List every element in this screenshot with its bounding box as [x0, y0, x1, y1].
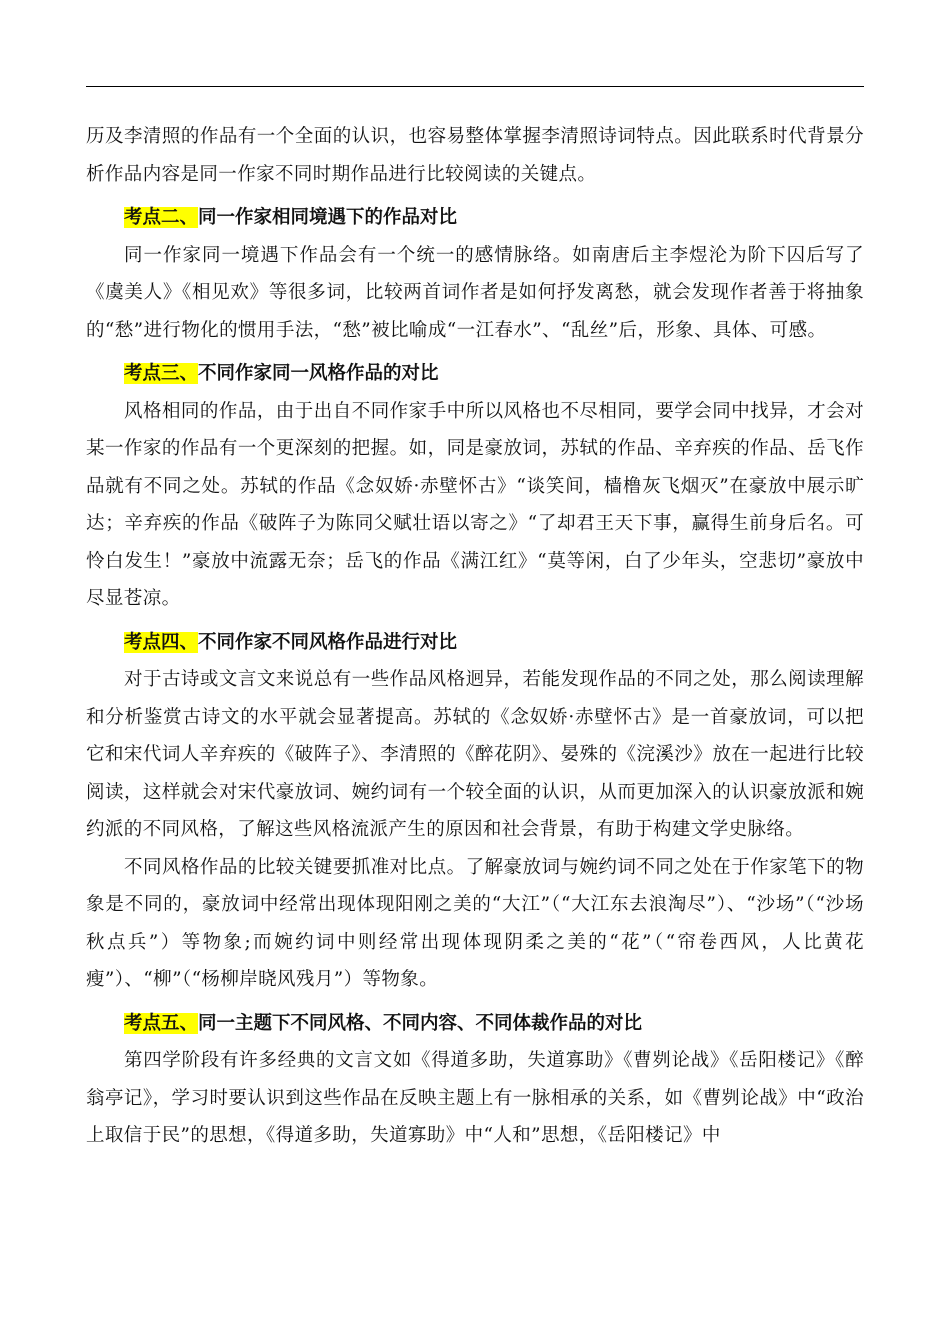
heading-label-highlight: 考点四、 — [124, 631, 199, 653]
header-rule — [86, 86, 864, 87]
heading-title: 同一作家相同境遇下的作品对比 — [198, 207, 458, 228]
paragraph: 同一作家同一境遇下作品会有一个统一的感情脉络。如南唐后主李煜沦为阶下囚后写了《虞美人》《相见欢》等很多词，比较两首词作者是如何抒发离愁，就会发现作者善于将抽象的“愁”进行物化的惯用手法，“愁”被比喻成“一江春水”、“乱丝”后，形象、具体、可感。 — [86, 244, 864, 341]
paragraph: 不同风格作品的比较关键要抓准对比点。了解豪放词与婉约词不同之处在于作家笔下的物象是不同的，豪放词中经常出现体现阳刚之美的“大江”（“大江东去浪淘尽”）、“沙场”（“沙场秋点兵”）等物象;而婉约词中则经常出现体现阴柔之美的“花”（“帘卷西风，人比黄花瘦”）、“柳”（“杨柳岸晓风残月”）等物象。 — [86, 856, 864, 990]
paragraph: 对于古诗或文言文来说总有一些作品风格迥异，若能发现作品的不同之处，那么阅读理解和分析鉴赏古诗文的水平就会显著提高。苏轼的《念奴娇·赤壁怀古》是一首豪放词，可以把它和宋代词人辛弃疾的《破阵子》、李清照的《醉花阴》、晏殊的《浣溪沙》放在一起进行比较阅读，这样就会对宋代豪放词、婉约词有一个较全面的认识，从而更加深入的认识豪放派和婉约派的不同风格，了解这些风格流派产生的原因和社会背景，有助于构建文学史脉络。 — [86, 669, 864, 840]
paragraph-continued: 历及李清照的作品有一个全面的认识，也容易整体掌握李清照诗词特点。因此联系时代背景分析作品内容是同一作家不同时期作品进行比较阅读的关键点。 — [86, 126, 864, 185]
paragraph: 第四学阶段有许多经典的文言文如《得道多助，失道寡助》《曹刿论战》《岳阳楼记》《醉翁亭记》，学习时要认识到这些作品在反映主题上有一脉相承的关系，如《曹刿论战》中“政治上取信于民”的思想，《得道多助，失道寡助》中“人和”思想，《岳阳楼记》中 — [86, 1050, 864, 1146]
paragraph: 风格相同的作品，由于出自不同作家手中所以风格也不尽相同，要学会同中找异，才会对某一作家的作品有一个更深刻的把握。如，同是豪放词，苏轼的作品、辛弃疾的作品、岳飞作品就有不同之处。苏轼的作品《念奴娇·赤壁怀古》“谈笑间，樯橹灰飞烟灭”在豪放中展示旷达；辛弃疾的作品《破阵子为陈同父赋壮语以寄之》“了却君王天下事，赢得生前身后名。可怜白发生！”豪放中流露无奈；岳飞的作品《满江红》“莫等闲，白了少年头，空悲切”豪放中尽显苍凉。 — [86, 400, 864, 609]
heading-title: 不同作家同一风格作品的对比 — [198, 363, 439, 384]
heading-label-highlight: 考点二、 — [124, 207, 199, 228]
section-heading-4 — [86, 624, 864, 662]
section-heading-2 — [86, 199, 864, 237]
document-body — [86, 118, 864, 1155]
heading-label-highlight: 考点三、 — [124, 363, 199, 384]
heading-title: 不同作家不同风格作品进行对比 — [198, 631, 458, 653]
section-heading-3 — [86, 355, 864, 393]
section-heading-5 — [86, 1005, 864, 1043]
heading-title: 同一主题下不同风格、不同内容、不同体裁作品的对比 — [198, 1012, 643, 1034]
heading-label-highlight: 考点五、 — [124, 1012, 199, 1034]
